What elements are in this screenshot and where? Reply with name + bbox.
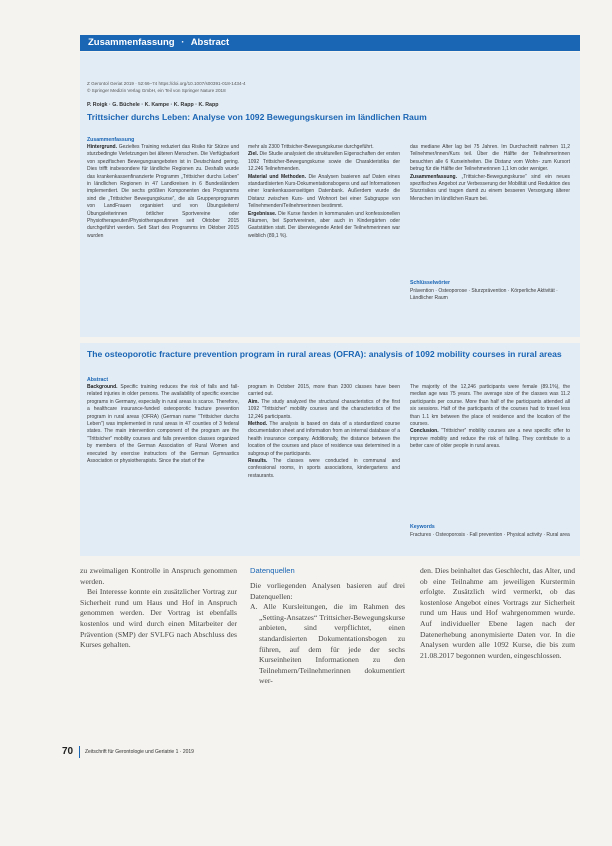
summary-c1-label: Hintergrund.: [87, 144, 117, 150]
abstract-c2-text-2: The analysis is based on data of a standardized course documentation sheet and information from an internal database of a health insurance company. Additionally, the distance between the location of the courses and place of residence was determined in a subgroup of the participants.: [248, 421, 400, 457]
summary-c2-para: [248, 211, 400, 241]
summary-c2-para: [248, 174, 400, 211]
abstract-c3-text-1: “Trittsicher” mobility courses are a new specific offer to improve mobility and reduce the risk of falling. They contribute to a better care of older people in rural areas.: [410, 428, 570, 450]
summary-c2-label-2: Material und Methoden.: [248, 173, 306, 180]
banner-label: Zusammenfassung: [88, 37, 175, 48]
keywords-en-heading: Keywords: [410, 524, 435, 530]
abstract-c2-para: [248, 399, 400, 421]
summary-c2-label-3: Ergebnisse.: [248, 210, 277, 217]
abstract-c3-para: [410, 428, 570, 450]
abstract-heading: Abstract: [87, 377, 109, 383]
summary-c1-text: Gezieltes Training reduziert das Risiko für Stürze und sturzbedingte Verletzungen bei älteren Menschen. Die Verfügbarkeit von spezifischen Bewegungsangeboten ist in Deutschland gering. Dies trifft insbesondere für ländliche Regionen zu. Deshalb wurde das krankenkassenfinanzierte Programm „Trittsicher durchs Leben“ in ländlichen Regionen in 47 Landkreisen in 6 Bundesländern implementiert. Die sechs größten Komponenten des Programms sind die „Trittsicher Bewegungskurse“, die als Gruppenprogramm von LandFrauen organisiert und von Übungsleitern/Übungsleiterinnen örtlicher Sportvereine oder Physiotherapeuten/Physiotherapeutinnen seit Oktober 2015 durchgeführt werden. Seit Start des Programms im Oktober 2015 wurden: [87, 144, 239, 239]
keywords-en: Fractures · Osteoporosis · Fall prevention · Physical activity · Rural area: [410, 532, 570, 538]
summary-c3-para: [410, 144, 570, 174]
abstract-c3-label-1: Conclusion.: [410, 428, 439, 435]
keywords-de: Prävention · Osteoporose · Sturzprävention · Körperliche Aktivität · Ländlicher Raum: [410, 288, 558, 302]
summary-c3-label-1: Zusammenfassung.: [410, 173, 457, 180]
summary-c2-text-3: Die Kurse fanden in kommunalen und konfessionellen Räumen, bei Sportvereinen, aber auch in Kindergärten oder Gaststätten statt. Der überwiegende Anteil der Teilnehmerinnen war weiblich (89,1 %).: [248, 210, 400, 239]
abstract-c2-label-1: Aim.: [248, 398, 259, 405]
body-list-item: A. Alle Kursleitungen, die im Rahmen des „Setting-Ansatzes“ Trittsicher-Bewegungskurse anbieten, sind verpflichtet, einen standardisierten Dokumentationsbogen zu führen, auf dem für jede der sechs Kurseinheiten Informationen zu den Teilnehmern/Teilnehmerinnen dokumentiert wer-: [250, 602, 405, 686]
summary-column-1: [87, 144, 239, 330]
abstract-c2-label-3: Results.: [248, 458, 268, 465]
article-title-english: The osteoporotic fracture prevention program in rural areas (OFRA): analysis of 1092 mobility courses in rural areas: [87, 349, 562, 359]
summary-c3-text-0: das mediane Alter lag bei 75 Jahren. Im Durchschnitt nahmen 11,2 Teilnehmer/innen/Kurs teil. Über die Hälfte der Teilnehmerinnen besuchten alle 6 Kurseinheiten. Die Distanz vom Wohn- zum Kursort betrug für die Hälfte der Teilnehmerinnen 1,1 km oder weniger.: [410, 144, 570, 173]
summary-c3-text-1: „Trittsicher-Bewegungskurse“ sind ein neues spezifisches Angebot zur Verbesserung der Mobilität und Reduktion des Sturzrisikos und tragen damit zu einem besseren Versorgung älterer Menschen im ländlichen Raum bei.: [410, 173, 570, 202]
abstract-column-1: [87, 384, 239, 552]
summary-c2-text-1: Die Studie analysiert die strukturellen Eigenschaften der ersten 1092 Trittsicher-Bewegungskurse sowie die Charakteristika der 12.246 Teilnehmenden.: [248, 151, 400, 173]
abstract-c1-text: Specific training reduces the risk of falls and fall-related injuries in older persons. The availability of specific exercise programs in Germany, especially in rural areas is scarce. Therefore, a healthcare insurance-funded osteoporotic fracture prevention program in rural areas (OFRA) (German name “Trittsicher durchs Leben”) was implemented in rural areas in 47 counties of 3 federal states. The main intervention component of the program are the “Trittsicher” mobility courses and falls prevention classes organized by members of the German Association of Rural Women and executed by exercise instructors of the German Gymnastics Association or physiotherapists. Since the start of the: [87, 384, 239, 465]
body-paragraph: Die vorliegenden Analysen basieren auf drei Datenquellen:: [250, 581, 405, 601]
body-paragraph: Bei Interesse konnte ein zusätzlicher Vortrag zur Sicherheit rund um Haus und Hof in Anspruch genommen werden. Der Vortrag ist ebenfalls kostenlos und wird durch einen Mitarbeiter der Prävention (SMP) der SVLFG nach Abschluss des Kurses gehalten.: [80, 587, 237, 650]
banner-label-2: Abstract: [190, 37, 230, 48]
summary-c3-para: [410, 174, 570, 204]
summary-c2-para: [248, 144, 400, 151]
abstract-column-2: [248, 384, 400, 552]
abstract-c2-para: [248, 384, 400, 399]
summary-c2-label-1: Ziel.: [248, 151, 259, 158]
body-column-right: [420, 566, 575, 741]
page-number: 70: [62, 746, 74, 757]
abstract-c2-text-1: The study analyzed the structural characteristics of the first 1092 “Trittsicher” mobility courses and the characteristics of the 12,246 participants.: [248, 398, 400, 420]
body-paragraph: zu zweimaligen Kontrolle in Anspruch genommen werden.: [80, 566, 237, 586]
journal-name: Zeitschrift für Gerontologie und Geriatrie 1 · 2019: [85, 749, 194, 755]
body-paragraph: den. Dies beinhaltet das Geschlecht, das Alter, und ob eine Teilnahme am jeweiligen Kurstermin erfolgte. Zusätzlich wird vermerkt, ob das kostenlose Angebot eines Vortrags zur Sicherheit rund um Haus und Hof wahrgenommen wurde. Auf individueller Ebene lagen nach der Datenerhebung anonymisierte Daten vor. In die Analysen wurden alle 1092 Kurse, die bis zum 21.08.2017 begonnen wurden, eingeschlossen.: [420, 566, 575, 660]
summary-column-3: [410, 144, 570, 270]
abstract-c2-text-0: program in October 2015, more than 2300 classes have been carried out.: [248, 384, 400, 398]
abstract-c2-label-2: Method.: [248, 421, 268, 428]
abstract-column-3: [410, 384, 570, 514]
abstract-c3-text-0: The majority of the 12,246 participants were female (89.1%), the median age was 75 years. The average size of the classes was 11.2 participants per course. More than half of the participants attended all six sessions. Half of the participants of the courses had to travel less than 1.1 km between the place of residence and the location of the courses.: [410, 384, 570, 428]
abstract-banner: [80, 35, 580, 51]
abstract-c2-text-3: The classes were conducted in communal and confessional rooms, in sports associations, kindergartens and restaurants.: [248, 458, 400, 479]
summary-column-2: [248, 144, 400, 330]
summary-c2-para: [248, 151, 400, 173]
abstract-c2-para: [248, 458, 400, 480]
banner-separator: ·: [181, 37, 185, 48]
article-title-german: Trittsicher durchs Leben: Analyse von 1092 Bewegungskursen im ländlichen Raum: [87, 112, 427, 122]
summary-c2-text-0: mehr als 2300 Trittsicher-Bewegungskurse durchgeführt.: [248, 144, 374, 150]
abstract-c2-para: [248, 421, 400, 458]
abstract-c1-label: Background.: [87, 384, 118, 390]
body-column-middle: [250, 581, 405, 741]
abstract-c3-para: [410, 384, 570, 428]
body-column-left: [80, 566, 237, 736]
copyright-line: © Springer Medizin Verlag GmbH, ein Teil von Springer Nature 2018: [87, 88, 226, 93]
citation-line: Z Gerontol Geriat 2019 · 52:66–74 https://doi.org/10.1007/s00391-018-1434-4: [87, 81, 246, 86]
section-heading-datenquellen: Datenquellen: [250, 566, 295, 575]
summary-heading: Zusammenfassung: [87, 137, 135, 143]
summary-c2-text-2: Die Analysen basieren auf Daten eines standardisierten Kurs-Dokumentationsbogens und auf Informationen einer krankenkassenseitigen Datenbank. Außerdem wurde die Distanz zwischen Kurs- und Wohnort bei einer Subgruppe von Teilnehmenden/Teilnehmerinnen bestimmt.: [248, 173, 400, 210]
author-list: P. Roigk · G. Büchele · K. Kampe · K. Rapp · K. Rapp: [87, 102, 219, 108]
footer-divider: [79, 746, 80, 758]
keywords-de-heading: Schlüsselwörter: [410, 280, 451, 286]
